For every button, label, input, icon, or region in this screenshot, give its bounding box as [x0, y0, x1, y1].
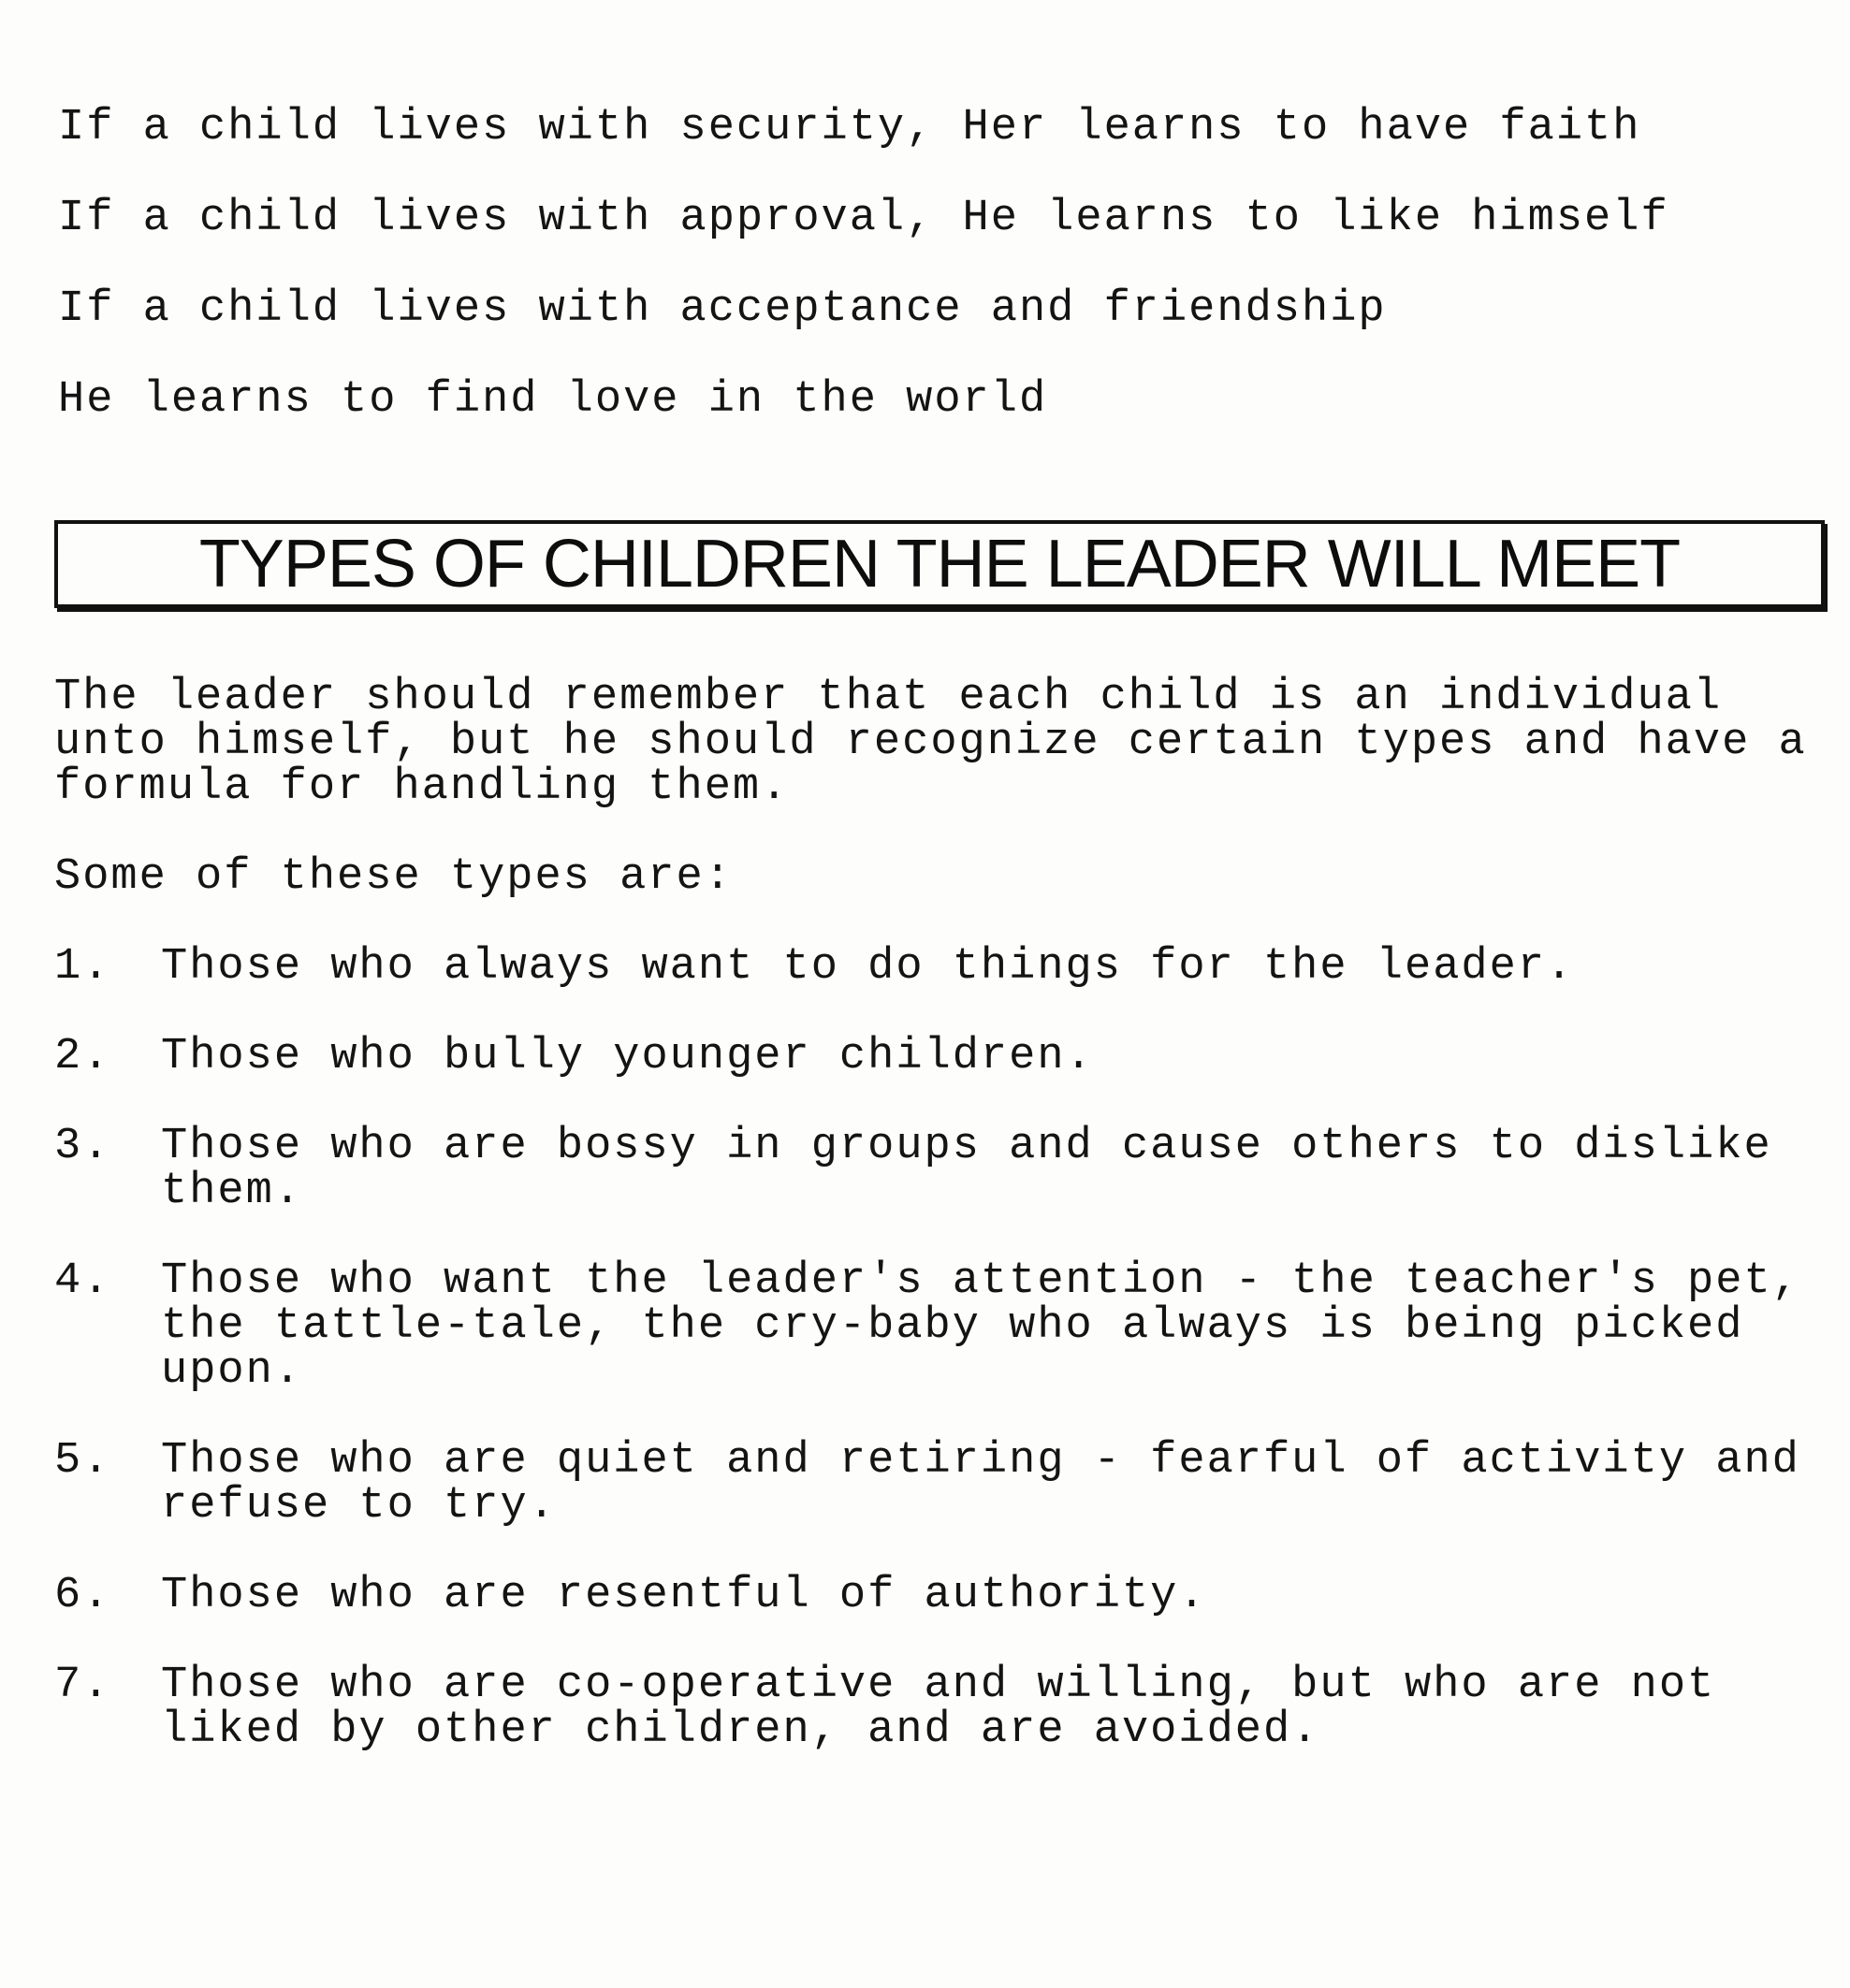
item-text: Those who are co-operative and willing, but who are not liked by other children, and are avoided.: [161, 1661, 1716, 1755]
item-number: 1.: [54, 942, 111, 992]
list-item: [54, 1122, 1832, 1216]
list-item: [54, 1032, 1832, 1081]
list-lead-in: Some of these types are:: [54, 852, 733, 902]
item-text: Those who want the leader's attention - the teacher's pet, the tattle-tale, the cry-baby who always is being picked upon.: [161, 1256, 1800, 1396]
item-number: 4.: [54, 1256, 111, 1306]
item-text: Those who are resentful of authority.: [161, 1571, 1207, 1620]
intro-paragraph: The leader should remember that each child is an individual unto himself, but he should recognize certain types and have a formula for handling them.: [54, 673, 1807, 812]
poem-line: If a child lives with acceptance and friendship: [58, 284, 1387, 334]
section-title: TYPES OF CHILDREN THE LEADER WILL MEET: [198, 527, 1681, 602]
list-item: [54, 1663, 1832, 1753]
list-item: [54, 1436, 1832, 1531]
item-text: Those who always want to do things for the leader.: [161, 942, 1575, 992]
item-number: 2.: [54, 1032, 111, 1081]
item-text: Those who are bossy in groups and cause others to dislike them.: [161, 1122, 1772, 1216]
poem: [58, 82, 1669, 445]
poem-line: He learns to find love in the world: [58, 375, 1048, 425]
item-number: 3.: [54, 1122, 111, 1171]
item-text: Those who are quiet and retiring - fearful of activity and refuse to try.: [161, 1436, 1800, 1531]
list-item: [54, 1571, 1832, 1620]
list-item: [54, 1256, 1832, 1396]
poem-line: If a child lives with security, Her learns to have faith: [58, 103, 1641, 152]
item-number: 6.: [54, 1571, 111, 1620]
item-number: 5.: [54, 1436, 111, 1486]
item-number: 7.: [54, 1661, 111, 1710]
section-title-box: [54, 520, 1825, 608]
list-item: [54, 942, 1832, 992]
body-text: [54, 675, 1832, 1753]
poem-line: If a child lives with approval, He learns to like himself: [58, 194, 1669, 243]
item-text: Those who bully younger children.: [161, 1032, 1094, 1081]
types-list: [54, 942, 1832, 1755]
